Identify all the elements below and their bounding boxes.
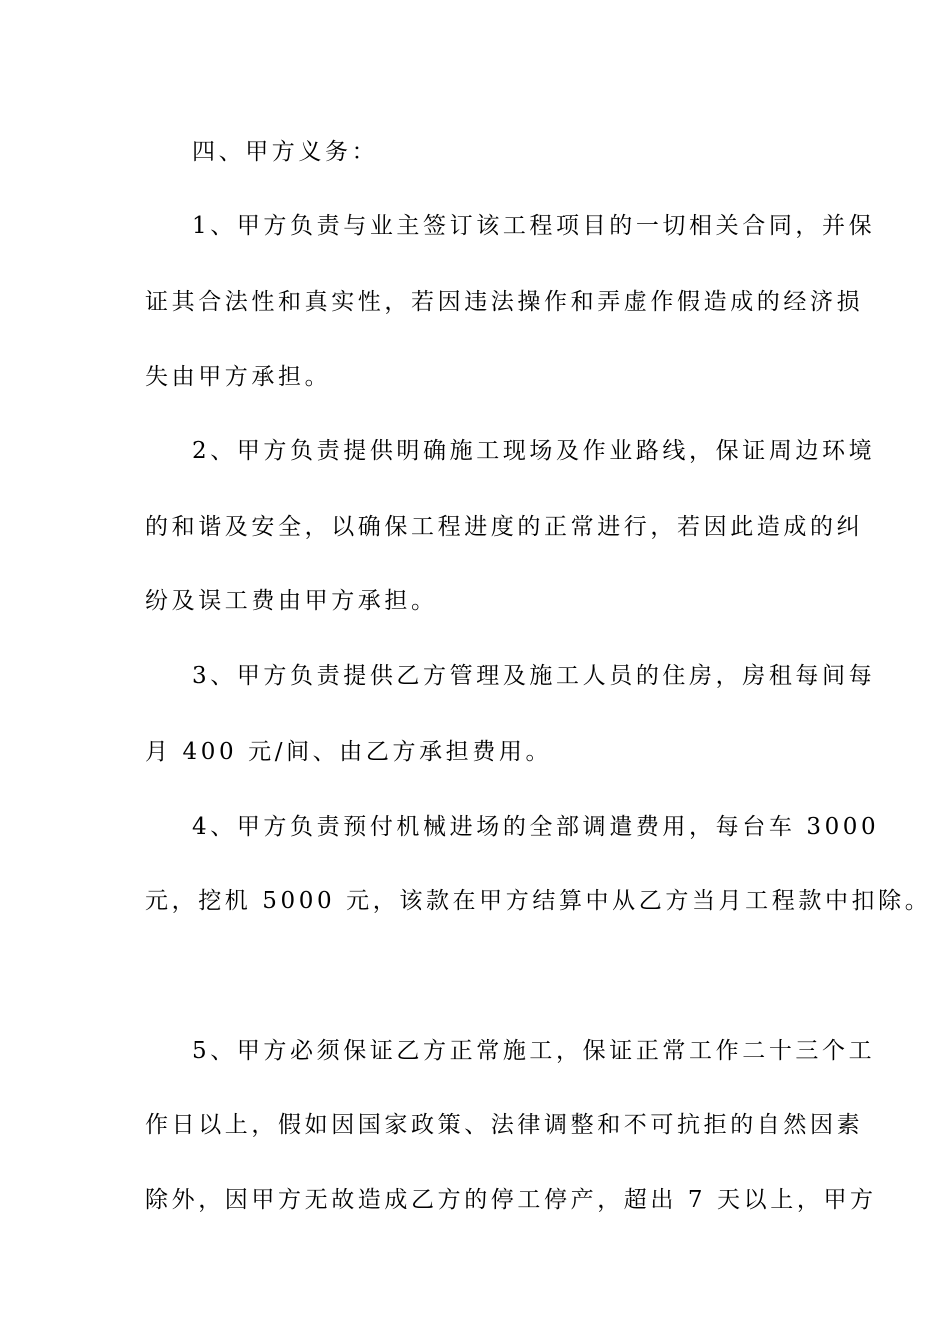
- clause-5-line-3: 除外，因甲方无故造成乙方的停工停产，超出 7 天以上，甲方: [145, 1187, 877, 1213]
- section-heading: 四、甲方义务：: [192, 139, 379, 165]
- clause-5-line-2: 作日以上，假如因国家政策、法律调整和不可抗拒的自然因素: [145, 1112, 864, 1138]
- clause-1-line-3: 失由甲方承担。: [145, 364, 332, 390]
- clause-2-line-3: 纷及误工费由甲方承担。: [145, 588, 438, 614]
- clause-3-line-2: 月 400 元/间、由乙方承担费用。: [145, 739, 553, 765]
- clause-1-line-2: 证其合法性和真实性，若因违法操作和弄虚作假造成的经济损: [145, 289, 864, 315]
- clause-5-line-1: 5、甲方必须保证乙方正常施工，保证正常工作二十三个工: [192, 1038, 876, 1064]
- clause-1-line-1: 1、甲方负责与业主签订该工程项目的一切相关合同，并保: [192, 213, 876, 239]
- clause-4-line-2: 元，挖机 5000 元，该款在甲方结算中从乙方当月工程款中扣除。: [145, 888, 932, 914]
- clause-3-line-1: 3、甲方负责提供乙方管理及施工人员的住房，房租每间每: [192, 663, 876, 689]
- clause-4-line-1: 4、甲方负责预付机械进场的全部调遣费用，每台车 3000: [192, 814, 880, 840]
- clause-2-line-1: 2、甲方负责提供明确施工现场及作业路线，保证周边环境: [192, 438, 876, 464]
- clause-2-line-2: 的和谐及安全，以确保工程进度的正常进行，若因此造成的纠: [145, 514, 864, 540]
